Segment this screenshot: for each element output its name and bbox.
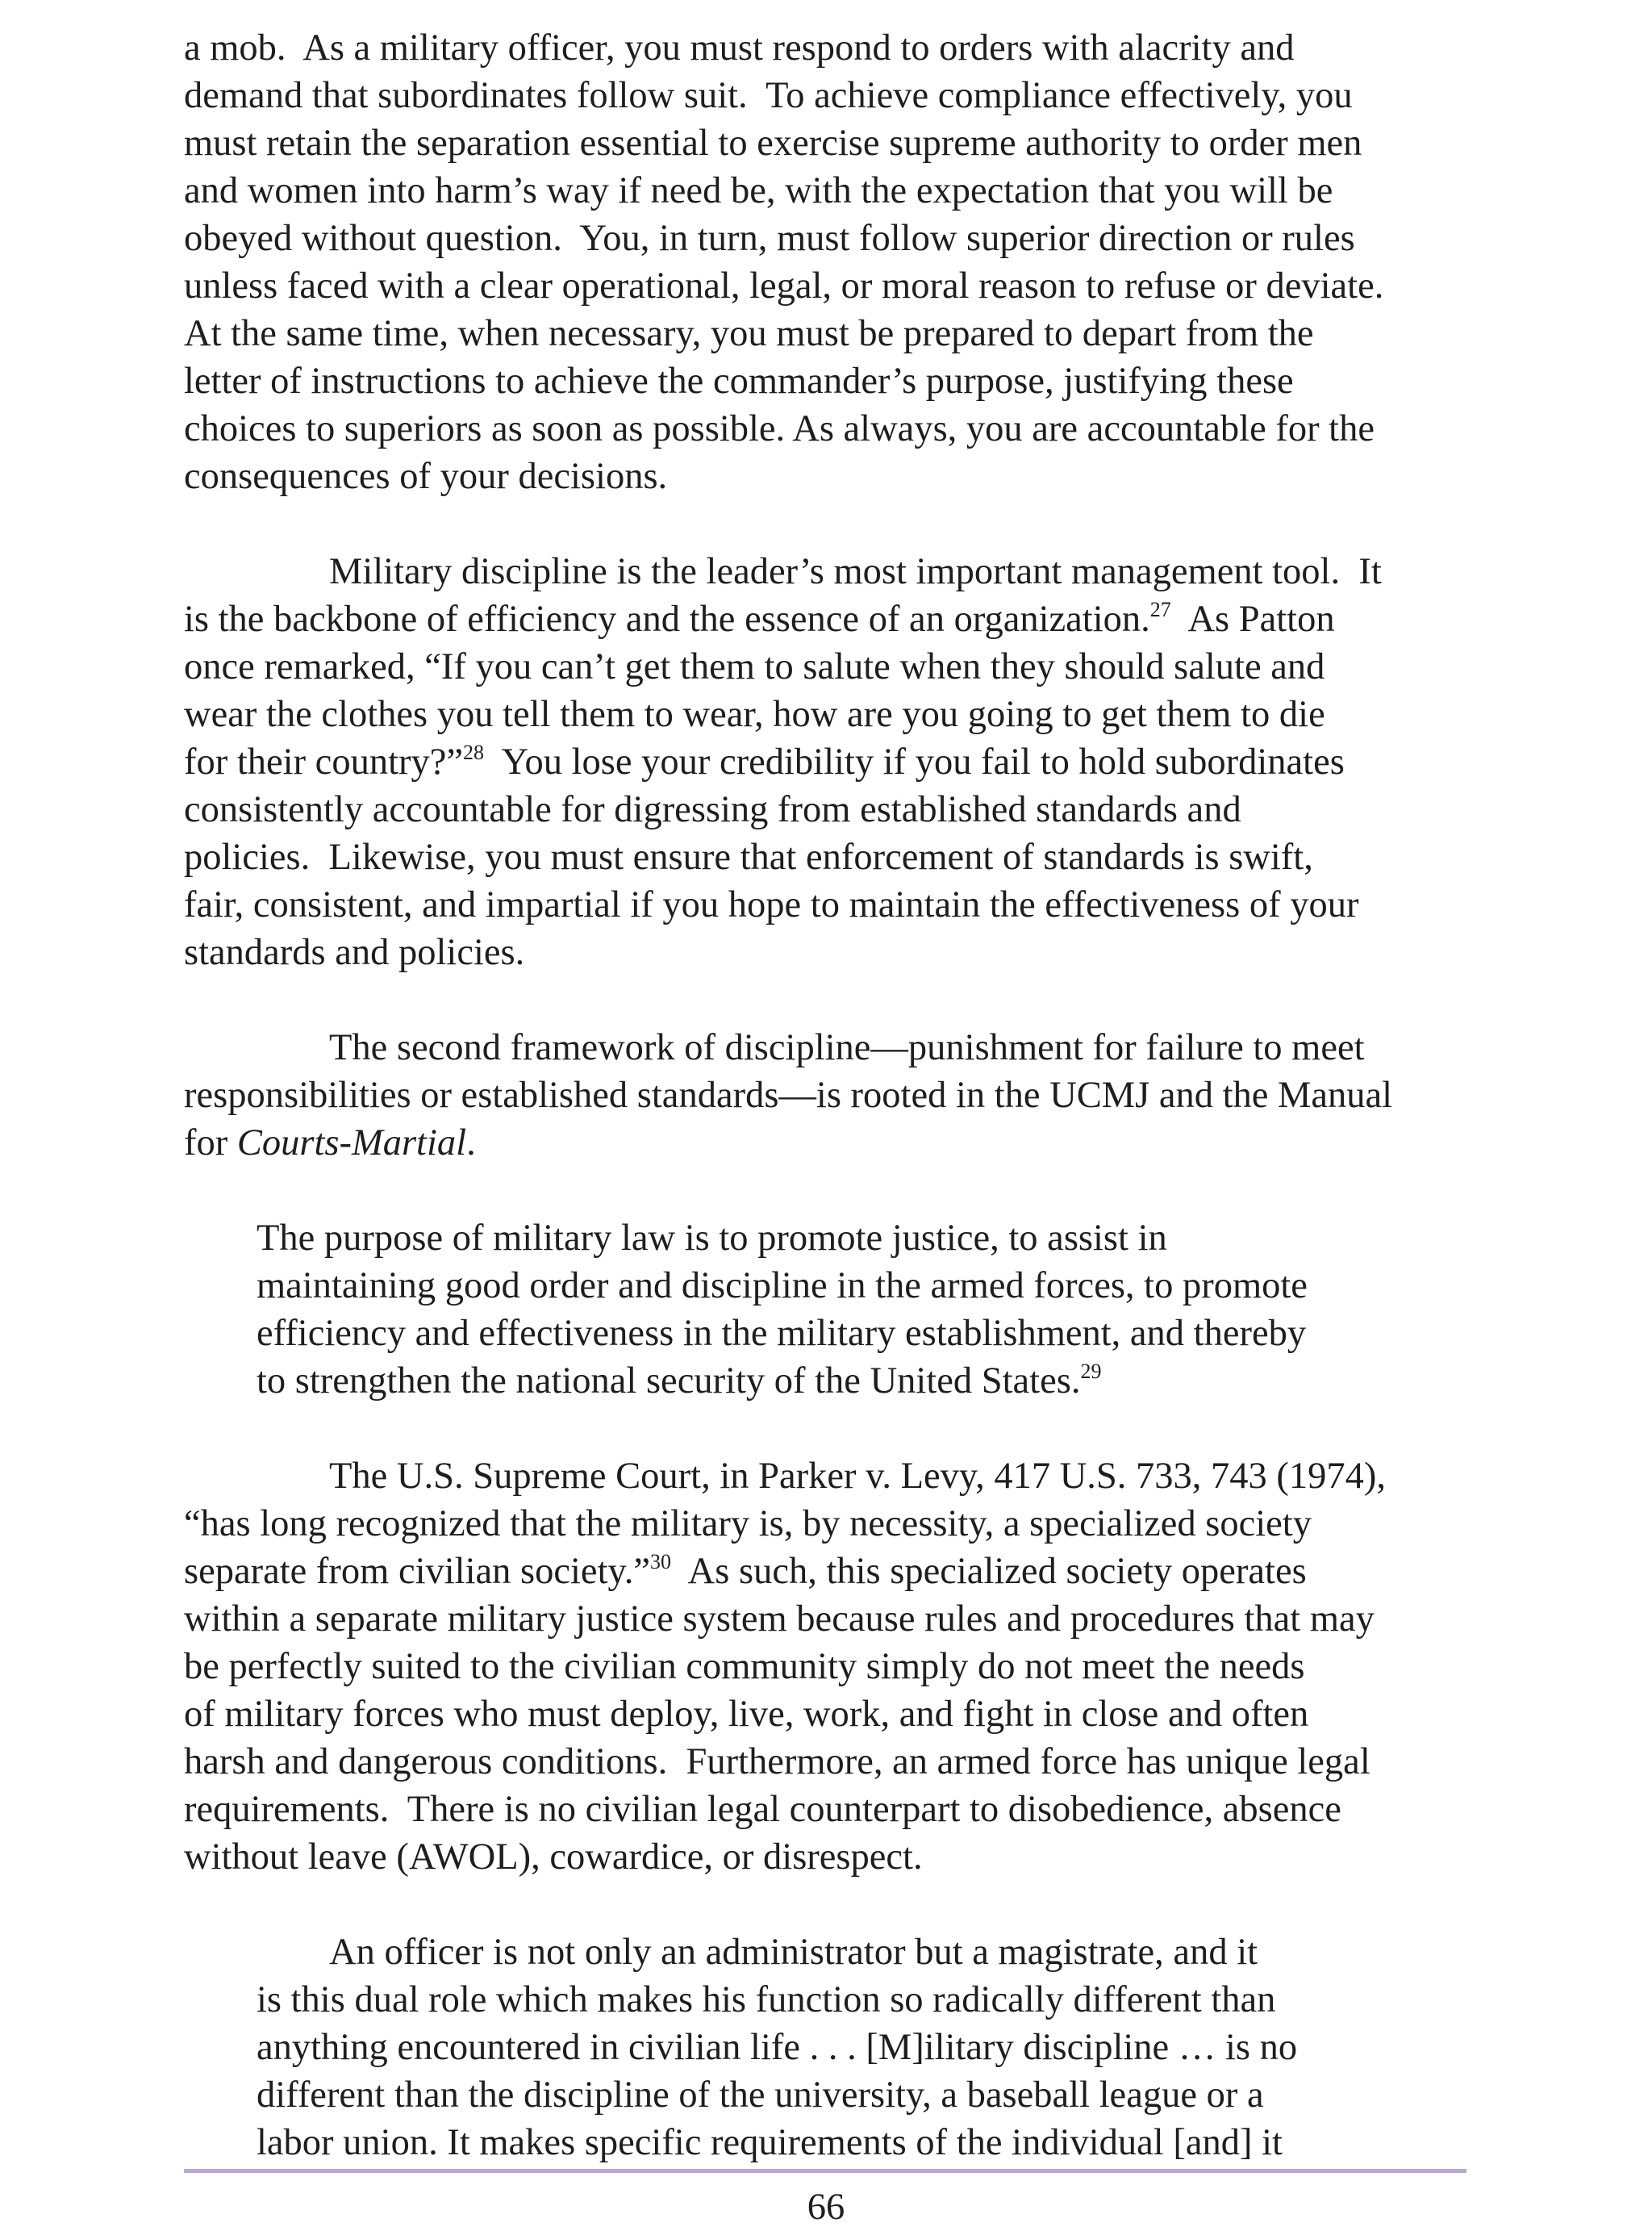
text-line: requirements. There is no civilian legal counterpart to disobedience, absence	[184, 1789, 1341, 1830]
text-line	[184, 595, 1335, 643]
text-line: once remarked, “If you can’t get them to salute when they should salute and	[184, 646, 1325, 687]
text-line: consistently accountable for digressing from established standards and	[184, 789, 1241, 830]
text-segment: to strengthen the national security of the United States.	[257, 1360, 1081, 1402]
text-line: maintaining good order and discipline in the armed forces, to promote	[257, 1265, 1308, 1306]
text-line: The second framework of discipline—punishment for failure to meet	[329, 1027, 1365, 1068]
text-line	[184, 1548, 1307, 1595]
footnote-ref-27[interactable]: 27	[1149, 598, 1171, 621]
text-line: harsh and dangerous conditions. Furthermore, an armed force has unique legal	[184, 1741, 1370, 1782]
text-segment: .	[466, 1122, 476, 1164]
text-line: At the same time, when necessary, you must be prepared to depart from the	[184, 313, 1314, 354]
text-line: and women into harm’s way if need be, with the expectation that you will be	[184, 170, 1333, 211]
text-segment: for	[184, 1122, 237, 1164]
text-line: The U.S. Supreme Court, in Parker v. Levy, 417 U.S. 733, 743 (1974),	[329, 1456, 1387, 1497]
text-segment: is the backbone of efficiency and the essence of an organization.	[184, 599, 1150, 640]
text-line: different than the discipline of the university, a baseball league or a	[257, 2074, 1264, 2116]
text-segment: As Patton	[1170, 599, 1335, 640]
footnote-ref-29[interactable]: 29	[1080, 1360, 1102, 1383]
text-line: anything encountered in civilian life . . . [M]ilitary discipline … is no	[257, 2027, 1298, 2068]
text-line	[184, 1119, 476, 1167]
text-line: efficiency and effectiveness in the military establishment, and thereby	[257, 1313, 1307, 1354]
text-line: is this dual role which makes his function so radically different than	[257, 1979, 1276, 2020]
text-line: must retain the separation essential to exercise supreme authority to order men	[184, 123, 1362, 164]
text-line	[257, 1357, 1101, 1405]
page-number: 66	[807, 2187, 845, 2228]
footer-rule	[184, 2169, 1466, 2173]
text-line: demand that subordinates follow suit. To achieve compliance effectively, you	[184, 75, 1353, 116]
text-line: responsibilities or established standards—is rooted in the UCMJ and the Manual	[184, 1075, 1393, 1116]
text-segment: You lose your credibility if you fail to hold subordinates	[484, 742, 1345, 783]
text-line: letter of instructions to achieve the commander’s purpose, justifying these	[184, 361, 1294, 402]
text-line: policies. Likewise, you must ensure that enforcement of standards is swift,	[184, 837, 1313, 878]
text-line: An officer is not only an administrator but a magistrate, and it	[329, 1932, 1258, 1973]
text-line	[184, 738, 1345, 786]
text-line: The purpose of military law is to promote justice, to assist in	[257, 1218, 1167, 1259]
italic-title: Courts-Martial	[236, 1122, 467, 1164]
text-segment: As such, this specialized society operates	[670, 1551, 1307, 1592]
text-line: unless faced with a clear operational, legal, or moral reason to refuse or deviate.	[184, 265, 1384, 307]
text-line: labor union. It makes specific requirements of the individual [and] it	[257, 2122, 1283, 2163]
text-segment: separate from civilian society.”	[184, 1551, 650, 1592]
text-line: of military forces who must deploy, live, work, and fight in close and often	[184, 1694, 1309, 1735]
text-line: without leave (AWOL), cowardice, or disrespect.	[184, 1836, 923, 1878]
footnote-ref-30[interactable]: 30	[649, 1550, 671, 1573]
text-line: standards and policies.	[184, 932, 525, 973]
footnote-ref-28[interactable]: 28	[463, 741, 485, 764]
text-line: Military discipline is the leader’s most important management tool. It	[329, 551, 1382, 592]
text-line: consequences of your decisions.	[184, 456, 668, 497]
text-line: be perfectly suited to the civilian community simply do not meet the needs	[184, 1646, 1305, 1687]
text-line: wear the clothes you tell them to wear, how are you going to get them to die	[184, 694, 1325, 735]
text-line: within a separate military justice system because rules and procedures that may	[184, 1598, 1375, 1640]
text-line: choices to superiors as soon as possible. As always, you are accountable for the	[184, 408, 1375, 449]
text-line: obeyed without question. You, in turn, must follow superior direction or rules	[184, 218, 1355, 259]
text-line: a mob. As a military officer, you must respond to orders with alacrity and	[184, 27, 1295, 69]
text-segment: for their country?”	[184, 742, 464, 783]
text-line: fair, consistent, and impartial if you hope to maintain the effectiveness of your	[184, 884, 1359, 925]
text-line: “has long recognized that the military is, by necessity, a specialized society	[184, 1503, 1312, 1544]
